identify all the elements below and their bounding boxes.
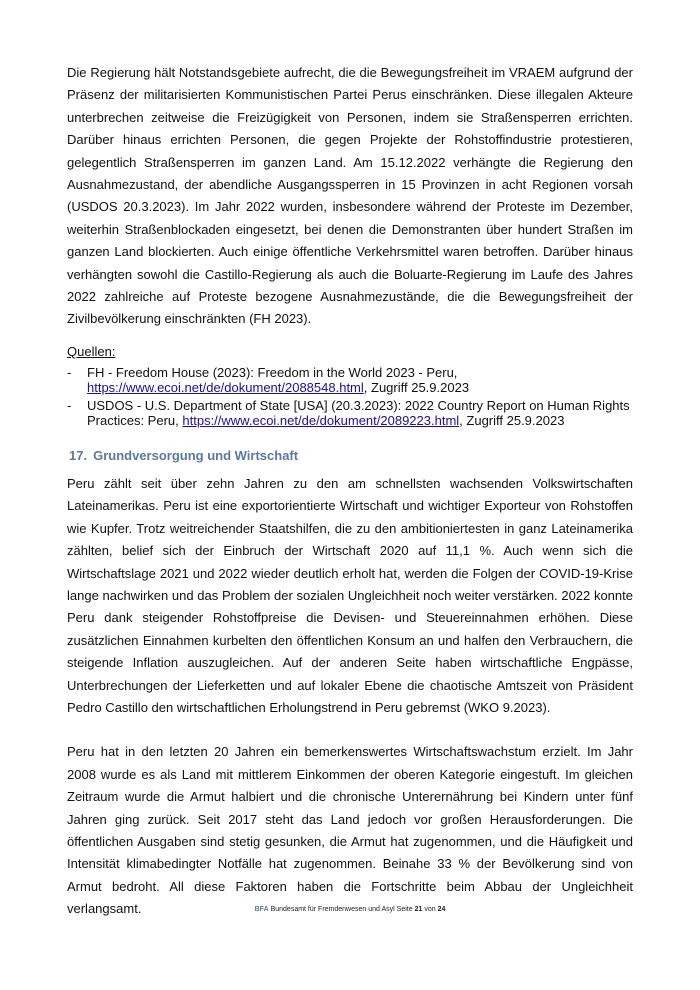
footer-total-pages: 24 [437,906,446,913]
sources-block [67,343,633,429]
source-item [67,365,633,396]
bfa-logo: BFA [254,906,269,913]
footer-of-label: von [424,906,436,913]
footer-page-number: 21 [414,906,423,913]
paragraph-economy-growth: Peru hat in den letzten 20 Jahren ein bemerkenswertes Wirtschaftswachstum erzielt. Im Jahr 2008 wurde es als Land mit mittlerem Einkommen der oberen Kategorie eingestuft. Im gleichen Zeitraum wurde die Armut halbiert und die chronische Unterernährung bei Kindern unter fünf Jahren ging zurück. Seit 2017 steht das Land jedoch vor großen Herausforderungen. Die öffentlichen Ausgaben sind stetig gesunken, die Armut hat zugenommen, und die Häufigkeit und Intensität klimabedingter Notfälle hat zugenommen. Beinahe 33 % der Bevölkerung sind von Armut bedroht. All diese Faktoren haben die Fortschritte beim Abbau der Ungleichheit verlangsamt. [67,744,633,917]
source-access-date: , Zugriff 25.9.2023 [459,413,565,429]
source-link[interactable]: https://www.ecoi.net/de/dokument/2088548.html [87,380,364,396]
source-text: FH - Freedom House (2023): Freedom in the World 2023 - Peru, [87,364,458,380]
section-title: Grundversorgung und Wirtschaft [93,447,299,463]
section-number: 17. [69,447,88,463]
paragraph-economy-overview: Peru zählt seit über zehn Jahren zu den am schnellsten wachsenden Volkswirtschaften Lateinamerikas. Peru ist eine exportorientierte Wirtschaft und wichtiger Exporteur von Rohstoffen wie Kupfer. Trotz weitreichender Staatshilfen, die zu den ambitioniertesten in ganz Lateinamerika zählten, belief sich der Einbruch der Wirtschaft 2020 auf 11,1 %. Auch wenn sich die Wirtschaftslage 2021 und 2022 wieder deutlich erholt hat, werden die Folgen der COVID-19-Krise lange nachwirken und das Problem der sozialen Ungleichheit noch weiter verstärken. 2022 konnte Peru dank steigender Rohstoffpreise die Devisen- und Steuereinnahmen erhöhen. Diese zusätzlichen Einnahmen kurbelten den öffentlichen Konsum an und halfen den Verbrauchern, die steigende Inflation auszugleichen. Auf der anderen Seite haben wirtschaftliche Engpässe, Unterbrechungen der Lieferketten und auf lokaler Ebene die chaotische Amtszeit von Präsident Pedro Castillo den wirtschaftlichen Erholungstrend in Peru gebremst (WKO 9.2023). [67,475,633,715]
source-item [67,398,633,429]
sources-heading: Quellen: [67,343,116,359]
source-link[interactable]: https://www.ecoi.net/de/dokument/2089223.html [182,413,460,429]
footer-page-label: Seite [396,906,413,913]
source-text: USDOS - U.S. Department of State [USA] (20.3.2023): 2022 Country Report on Human Rights Practices: Peru, [87,397,630,429]
sources-list [67,365,633,429]
footer-org-name: Bundesamt für Fremdenwesen und Asyl [270,906,395,913]
section-heading [69,447,633,465]
source-access-date: , Zugriff 25.9.2023 [363,380,470,396]
list-dash: - [67,364,72,380]
document-page [67,62,633,921]
paragraph-movement-restrictions: Die Regierung hält Notstandsgebiete aufrecht, die die Bewegungsfreiheit im VRAEM aufgrund der Präsenz der militarisierten Kommunistischen Partei Perus einschränken. Diese illegalen Akteure unterbrechen zeitweise die Freizügigkeit von Personen, indem sie Straßensperren errichten. Darüber hinaus errichten Personen, die gegen Projekte der Rohstoffindustrie protestieren, gelegentlich Straßensperren im ganzen Land. Am 15.12.2022 verhängte die Regierung den Ausnahmezustand, der abendliche Ausgangssperren in 15 Provinzen in acht Regionen vorsah (USDOS 20.3.2023). Im Jahr 2022 wurden, insbesondere während der Proteste im Dezember, weiterhin Straßenblockaden eingesetzt, bei denen die Demonstranten über hundert Straßen im ganzen Land blockierten. Auch einige öffentliche Verkehrsmittel waren betroffen. Darüber hinaus verhängten sowohl die Castillo-Regierung als auch die Boluarte-Regierung im Laufe des Jahres 2022 zahlreiche auf Proteste bezogene Ausnahmezustände, die die Bewegungsfreiheit der Zivilbevölkerung einschränkten (FH 2023). [67,65,633,327]
page-footer [0,906,700,913]
list-dash: - [67,397,72,413]
